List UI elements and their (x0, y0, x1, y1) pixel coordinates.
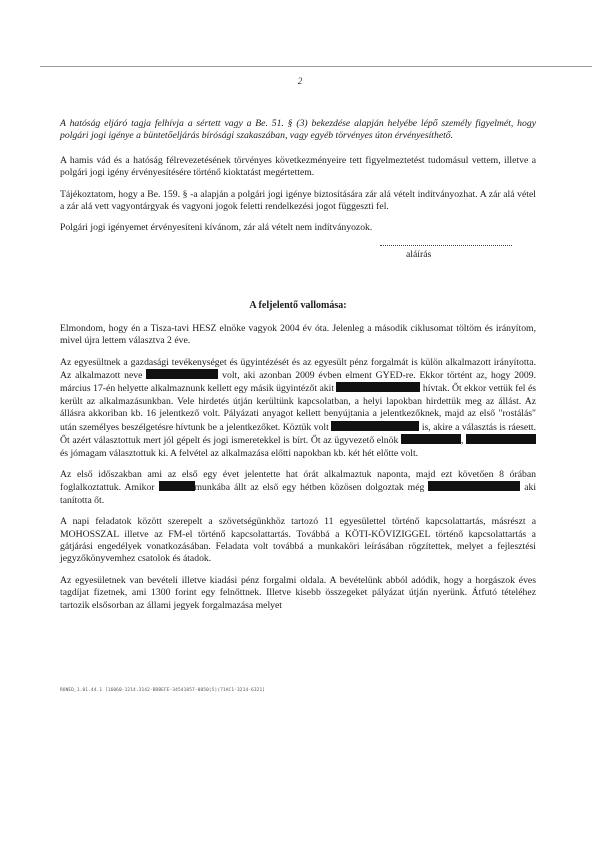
testimony-paragraph-4: A napi feladatok között szerepelt a szövetségünkhöz tartozó 11 egyesülettel történő kapcsolattartás, másrészt a MOHOSSZAL illetve az FM-el történő kapcsolattartás. Továbbá a KÖTI-KÖVIZIGGEL történő kapcsolattartás a gátjárási engedélyek vonatkozásában. Feladata volt továbbá a munkaköri leírásában rögzítettek, melyet a fejlesztési jegyzőkönyvemhez csatolok és átadok. (60, 516, 536, 565)
redaction-bar (159, 481, 195, 491)
signature-label: aláírás (406, 248, 432, 260)
testimony-paragraph-5: Az egyesületnek van bevételi illetve kiadási pénz forgalmi oldala. A bevételünk abból adódik, hogy a horgászok éves tagdíjat fizetnek, ami 1300 forint egy felnőttnek. Illetve kisebb összegeket pályázat útján nyerünk. Átfutó tételéhez tartozik elsősorban az állami jegyek forgalmazása melyet (60, 574, 536, 611)
text-segment: volt, aki azonban 2009 évben elment GYED-re. Ekkor történt az, hogy 2009. március 17-én helyette alkalmaznunk kellett egy másik ügyintézőt akit (60, 370, 536, 395)
document-body (60, 118, 536, 612)
redaction-bar (336, 382, 420, 392)
signature-line (380, 245, 512, 246)
redaction-bar (146, 369, 218, 379)
testimony-paragraph-1: Elmondom, hogy én a Tisza-tavi HESZ elnöke vagyok 2004 év óta. Jelenleg a második ciklusomat töltöm és irányítom, mivel újra lettem választva 2 éve. (60, 322, 536, 347)
text-segment: is, akire a választás is ráesett. Őt azért választottuk mert jól gépelt és jogi ismeretekkel is bírt. Őt az ügyvezető elnök (60, 421, 536, 447)
text-segment: és jómagam választottuk ki. A felvétel az alkalmazása előtti napokban kb. két hét előtte volt. (60, 447, 419, 459)
text-segment: , (460, 435, 464, 447)
text-segment: Az egyesültnek a gazdasági tevékenységet és ügyintézését és az egyesült pénz forgalmát is külön alkalmazott irányította. Az alkalmazott neve (60, 356, 536, 382)
text-segment: munkába állt az első egy hétben közösen dolgoztak még (194, 482, 425, 494)
notice-paragraph: A hatóság eljáró tagja felhívja a sértett vagy a Be. 51. § (3) bekezdése alapján helyébe lépő személy figyelmét, hogy polgári jogi igénye a büntetőeljárás bírósági szakaszában, vagy egyéb törvényes úton érvényesíthető. (60, 118, 536, 142)
false-accusation-paragraph: A hamis vád és a hatóság félrevezetésének törvényes következményeire tett figyelmeztetést tudomásul vettem, illetve a polgári jogi igény érvényesítésére történő kioktatást megértettem. (60, 154, 536, 179)
text-segment: aki tanította őt. (60, 482, 537, 506)
testimony-paragraph-3 (60, 469, 536, 507)
redaction-bar (466, 434, 536, 444)
footer-code: RONED_1.01.44.1 [16060-1214.3142-BDBEFE-34541857-0050(5)(71AC1-3214-6321] (60, 688, 266, 693)
section-heading: A feljelentő vallomása: (249, 299, 347, 311)
info-paragraph: Tájékoztatom, hogy a Be. 159. § -a alapján a polgári jogi igénye biztosítására zár alá vételt indítványozhat. A zár alá vétel a zár alá vett vagyontárgyak és vagyoni jogok feletti rendelkezési jogot függeszti fel. (60, 188, 536, 213)
testimony-paragraph-2 (60, 357, 536, 460)
text-segment: Az első időszakban ami az első egy évet jelentette hat órát alkalmaztuk naponta, majd ezt követően 8 órában foglalkoztattuk. Amikor (60, 468, 536, 494)
redaction-bar (428, 481, 520, 491)
redaction-bar (401, 434, 464, 447)
claim-paragraph: Polgári jogi igényemet érvényesíteni kívánom, zár alá vételt nem indítványozok. (60, 222, 373, 234)
page-number: 2 (297, 76, 303, 86)
redaction-bar (331, 421, 419, 431)
header-rule (40, 66, 592, 67)
text-segment: hívtak. Őt ekkor vettük fel és került az alkalmazásunkban. Vele hirdetés útján kerültünk kapcsolatban, a helyi lapokban hirdettük meg az állást. Az állásra akkoriban kb. 16 jelentkező volt. Pályázati anyagot kellett benyújtania a jelentkezőknek, majd az első "rostálás" után személyes beszélgetésre hívtunk be a jelentkezőket. Köztük volt (60, 383, 537, 433)
